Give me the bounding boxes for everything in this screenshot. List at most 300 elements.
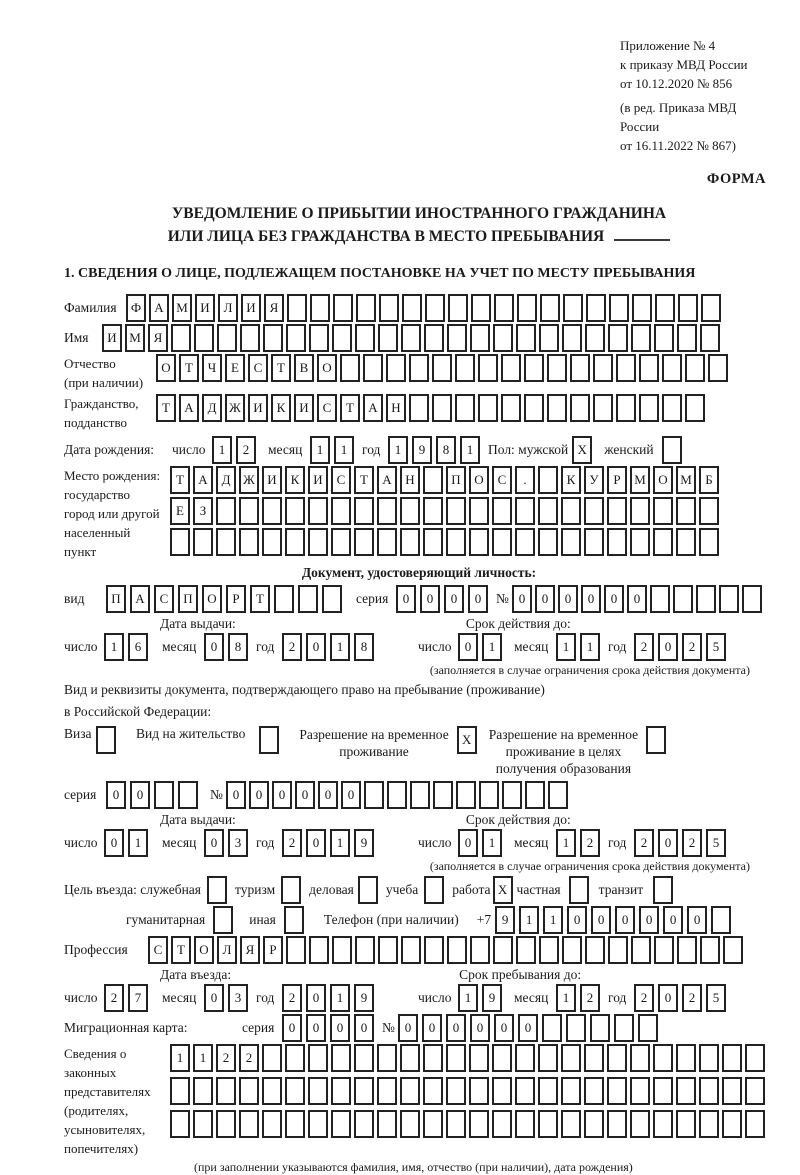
form-character-cell[interactable]: 0 bbox=[558, 585, 578, 613]
form-character-cell[interactable]: С bbox=[154, 585, 174, 613]
form-character-cell[interactable] bbox=[285, 497, 305, 525]
form-character-cell[interactable] bbox=[607, 1077, 627, 1105]
form-character-cell[interactable]: О bbox=[156, 354, 176, 382]
form-character-cell[interactable] bbox=[676, 1077, 696, 1105]
form-character-cell[interactable] bbox=[561, 1044, 581, 1072]
form-character-cell[interactable] bbox=[607, 1110, 627, 1138]
form-character-cell[interactable] bbox=[678, 294, 698, 322]
form-character-cell[interactable]: Т bbox=[171, 936, 191, 964]
form-character-cell[interactable] bbox=[455, 354, 475, 382]
form-character-cell[interactable] bbox=[584, 1077, 604, 1105]
form-character-cell[interactable]: 3 bbox=[228, 829, 248, 857]
form-character-cell[interactable] bbox=[424, 936, 444, 964]
form-character-cell[interactable] bbox=[309, 324, 329, 352]
form-character-cell[interactable]: Я bbox=[240, 936, 260, 964]
form-character-cell[interactable] bbox=[708, 354, 728, 382]
form-character-cell[interactable] bbox=[401, 324, 421, 352]
form-character-cell[interactable]: Т bbox=[156, 394, 176, 422]
form-character-cell[interactable]: И bbox=[195, 294, 215, 322]
form-character-cell[interactable] bbox=[673, 585, 693, 613]
form-character-cell[interactable] bbox=[562, 324, 582, 352]
form-character-cell[interactable] bbox=[446, 1077, 466, 1105]
form-character-cell[interactable]: А bbox=[193, 466, 213, 494]
form-character-cell[interactable] bbox=[607, 497, 627, 525]
form-character-cell[interactable] bbox=[524, 394, 544, 422]
form-character-cell[interactable] bbox=[170, 1077, 190, 1105]
form-character-cell[interactable] bbox=[492, 497, 512, 525]
form-character-cell[interactable]: 0 bbox=[306, 984, 326, 1012]
form-character-cell[interactable] bbox=[354, 497, 374, 525]
form-character-cell[interactable] bbox=[745, 1044, 765, 1072]
form-character-cell[interactable] bbox=[639, 394, 659, 422]
form-character-cell[interactable] bbox=[178, 781, 198, 809]
form-character-cell[interactable]: 9 bbox=[354, 984, 374, 1012]
form-character-cell[interactable]: 2 bbox=[104, 984, 124, 1012]
form-character-cell[interactable] bbox=[432, 394, 452, 422]
form-character-cell[interactable] bbox=[216, 1077, 236, 1105]
form-character-cell[interactable]: 1 bbox=[556, 984, 576, 1012]
form-character-cell[interactable]: Т bbox=[250, 585, 270, 613]
form-character-cell[interactable] bbox=[262, 1110, 282, 1138]
form-character-cell[interactable]: 0 bbox=[458, 829, 478, 857]
form-character-cell[interactable] bbox=[493, 324, 513, 352]
form-character-cell[interactable] bbox=[308, 1077, 328, 1105]
form-character-cell[interactable] bbox=[548, 781, 568, 809]
form-character-cell[interactable]: 1 bbox=[330, 984, 350, 1012]
form-character-cell[interactable]: И bbox=[102, 324, 122, 352]
form-character-cell[interactable]: Л bbox=[218, 294, 238, 322]
form-character-cell[interactable] bbox=[171, 324, 191, 352]
form-character-cell[interactable] bbox=[685, 354, 705, 382]
form-character-cell[interactable]: 0 bbox=[470, 1014, 490, 1042]
form-character-cell[interactable]: 0 bbox=[249, 781, 269, 809]
form-character-cell[interactable]: 2 bbox=[216, 1044, 236, 1072]
form-character-cell[interactable]: 1 bbox=[330, 829, 350, 857]
form-character-cell[interactable]: 2 bbox=[239, 1044, 259, 1072]
form-character-cell[interactable]: 1 bbox=[212, 436, 232, 464]
form-character-cell[interactable]: X bbox=[572, 436, 592, 464]
form-character-cell[interactable]: 0 bbox=[535, 585, 555, 613]
checkbox[interactable] bbox=[424, 876, 444, 904]
form-character-cell[interactable] bbox=[593, 354, 613, 382]
form-character-cell[interactable] bbox=[561, 1110, 581, 1138]
checkbox[interactable]: X bbox=[457, 726, 477, 754]
form-character-cell[interactable] bbox=[630, 528, 650, 556]
form-character-cell[interactable]: Ж bbox=[239, 466, 259, 494]
form-character-cell[interactable] bbox=[501, 354, 521, 382]
form-character-cell[interactable] bbox=[515, 1110, 535, 1138]
form-character-cell[interactable] bbox=[630, 1110, 650, 1138]
form-character-cell[interactable]: Я bbox=[264, 294, 284, 322]
form-character-cell[interactable]: 6 bbox=[128, 633, 148, 661]
form-character-cell[interactable]: М bbox=[125, 324, 145, 352]
form-character-cell[interactable] bbox=[608, 324, 628, 352]
form-character-cell[interactable]: Т bbox=[170, 466, 190, 494]
form-character-cell[interactable]: 1 bbox=[460, 436, 480, 464]
form-character-cell[interactable]: 9 bbox=[412, 436, 432, 464]
form-character-cell[interactable] bbox=[653, 1044, 673, 1072]
form-character-cell[interactable] bbox=[630, 1044, 650, 1072]
form-character-cell[interactable]: 2 bbox=[580, 984, 600, 1012]
form-character-cell[interactable] bbox=[547, 394, 567, 422]
form-character-cell[interactable]: 0 bbox=[615, 906, 635, 934]
form-character-cell[interactable]: . bbox=[515, 466, 535, 494]
form-character-cell[interactable]: 2 bbox=[580, 829, 600, 857]
form-character-cell[interactable] bbox=[378, 936, 398, 964]
form-character-cell[interactable]: П bbox=[446, 466, 466, 494]
form-character-cell[interactable] bbox=[308, 1110, 328, 1138]
form-character-cell[interactable] bbox=[170, 1110, 190, 1138]
form-character-cell[interactable] bbox=[308, 1044, 328, 1072]
form-character-cell[interactable]: 0 bbox=[604, 585, 624, 613]
form-character-cell[interactable]: 9 bbox=[482, 984, 502, 1012]
form-character-cell[interactable]: 2 bbox=[282, 829, 302, 857]
form-character-cell[interactable] bbox=[719, 585, 739, 613]
form-character-cell[interactable]: 0 bbox=[306, 1014, 326, 1042]
form-character-cell[interactable] bbox=[354, 1110, 374, 1138]
form-character-cell[interactable] bbox=[309, 936, 329, 964]
form-character-cell[interactable]: 0 bbox=[226, 781, 246, 809]
form-character-cell[interactable]: 0 bbox=[330, 1014, 350, 1042]
form-character-cell[interactable]: Д bbox=[202, 394, 222, 422]
form-character-cell[interactable] bbox=[699, 1044, 719, 1072]
form-character-cell[interactable]: 7 bbox=[128, 984, 148, 1012]
form-character-cell[interactable] bbox=[287, 294, 307, 322]
form-character-cell[interactable] bbox=[653, 1077, 673, 1105]
form-character-cell[interactable] bbox=[423, 1077, 443, 1105]
form-character-cell[interactable] bbox=[239, 497, 259, 525]
form-character-cell[interactable]: Р bbox=[607, 466, 627, 494]
form-character-cell[interactable]: 2 bbox=[682, 984, 702, 1012]
form-character-cell[interactable] bbox=[286, 936, 306, 964]
form-character-cell[interactable] bbox=[263, 324, 283, 352]
form-character-cell[interactable] bbox=[470, 324, 490, 352]
form-character-cell[interactable]: 0 bbox=[420, 585, 440, 613]
form-character-cell[interactable] bbox=[685, 394, 705, 422]
form-character-cell[interactable]: Л bbox=[217, 936, 237, 964]
form-character-cell[interactable] bbox=[662, 436, 682, 464]
form-character-cell[interactable]: Ж bbox=[225, 394, 245, 422]
form-character-cell[interactable] bbox=[515, 528, 535, 556]
form-character-cell[interactable] bbox=[217, 324, 237, 352]
form-character-cell[interactable] bbox=[676, 497, 696, 525]
form-character-cell[interactable] bbox=[447, 936, 467, 964]
form-character-cell[interactable]: 0 bbox=[204, 984, 224, 1012]
form-character-cell[interactable] bbox=[570, 394, 590, 422]
form-character-cell[interactable]: К bbox=[271, 394, 291, 422]
form-character-cell[interactable] bbox=[539, 936, 559, 964]
form-character-cell[interactable] bbox=[607, 528, 627, 556]
form-character-cell[interactable]: 0 bbox=[658, 829, 678, 857]
form-character-cell[interactable] bbox=[630, 1077, 650, 1105]
form-character-cell[interactable] bbox=[547, 354, 567, 382]
form-character-cell[interactable]: 8 bbox=[354, 633, 374, 661]
form-character-cell[interactable] bbox=[538, 497, 558, 525]
form-character-cell[interactable] bbox=[654, 936, 674, 964]
form-character-cell[interactable] bbox=[432, 354, 452, 382]
form-character-cell[interactable] bbox=[333, 294, 353, 322]
form-character-cell[interactable] bbox=[310, 294, 330, 322]
form-character-cell[interactable]: 1 bbox=[334, 436, 354, 464]
form-character-cell[interactable] bbox=[400, 1077, 420, 1105]
form-character-cell[interactable]: 0 bbox=[494, 1014, 514, 1042]
form-character-cell[interactable]: 0 bbox=[204, 633, 224, 661]
form-character-cell[interactable] bbox=[632, 294, 652, 322]
form-character-cell[interactable] bbox=[456, 781, 476, 809]
form-character-cell[interactable] bbox=[538, 1110, 558, 1138]
form-character-cell[interactable] bbox=[608, 936, 628, 964]
form-character-cell[interactable] bbox=[285, 1077, 305, 1105]
form-character-cell[interactable]: 1 bbox=[458, 984, 478, 1012]
form-character-cell[interactable]: 0 bbox=[663, 906, 683, 934]
form-character-cell[interactable]: 1 bbox=[170, 1044, 190, 1072]
form-character-cell[interactable]: 0 bbox=[422, 1014, 442, 1042]
form-character-cell[interactable] bbox=[699, 1077, 719, 1105]
form-character-cell[interactable] bbox=[298, 585, 318, 613]
form-character-cell[interactable] bbox=[561, 1077, 581, 1105]
form-character-cell[interactable] bbox=[240, 324, 260, 352]
form-character-cell[interactable] bbox=[563, 294, 583, 322]
form-character-cell[interactable] bbox=[630, 497, 650, 525]
form-character-cell[interactable] bbox=[655, 294, 675, 322]
form-character-cell[interactable]: 1 bbox=[519, 906, 539, 934]
form-character-cell[interactable] bbox=[285, 1044, 305, 1072]
form-character-cell[interactable]: 0 bbox=[468, 585, 488, 613]
form-character-cell[interactable] bbox=[586, 294, 606, 322]
form-character-cell[interactable] bbox=[216, 1110, 236, 1138]
form-character-cell[interactable]: 0 bbox=[446, 1014, 466, 1042]
form-character-cell[interactable] bbox=[423, 497, 443, 525]
form-character-cell[interactable]: 1 bbox=[388, 436, 408, 464]
form-character-cell[interactable] bbox=[539, 324, 559, 352]
form-character-cell[interactable]: Н bbox=[400, 466, 420, 494]
form-character-cell[interactable] bbox=[446, 528, 466, 556]
form-character-cell[interactable] bbox=[584, 528, 604, 556]
form-character-cell[interactable]: И bbox=[262, 466, 282, 494]
form-character-cell[interactable]: 5 bbox=[706, 829, 726, 857]
form-character-cell[interactable] bbox=[377, 1110, 397, 1138]
form-character-cell[interactable]: 1 bbox=[128, 829, 148, 857]
form-character-cell[interactable]: С bbox=[148, 936, 168, 964]
form-character-cell[interactable] bbox=[478, 354, 498, 382]
form-character-cell[interactable]: О bbox=[202, 585, 222, 613]
form-character-cell[interactable]: 0 bbox=[130, 781, 150, 809]
checkbox[interactable] bbox=[207, 876, 227, 904]
form-character-cell[interactable] bbox=[331, 497, 351, 525]
form-character-cell[interactable]: 0 bbox=[512, 585, 532, 613]
form-character-cell[interactable]: 2 bbox=[634, 633, 654, 661]
form-character-cell[interactable]: М bbox=[172, 294, 192, 322]
form-character-cell[interactable]: А bbox=[179, 394, 199, 422]
form-character-cell[interactable]: И bbox=[248, 394, 268, 422]
form-character-cell[interactable] bbox=[561, 528, 581, 556]
form-character-cell[interactable] bbox=[653, 528, 673, 556]
form-character-cell[interactable] bbox=[590, 1014, 610, 1042]
form-character-cell[interactable] bbox=[524, 354, 544, 382]
form-character-cell[interactable]: Т bbox=[340, 394, 360, 422]
form-character-cell[interactable] bbox=[638, 1014, 658, 1042]
form-character-cell[interactable] bbox=[614, 1014, 634, 1042]
form-character-cell[interactable] bbox=[607, 1044, 627, 1072]
form-character-cell[interactable] bbox=[515, 1044, 535, 1072]
form-character-cell[interactable]: Р bbox=[226, 585, 246, 613]
form-character-cell[interactable] bbox=[377, 497, 397, 525]
form-character-cell[interactable] bbox=[400, 528, 420, 556]
form-character-cell[interactable]: И bbox=[241, 294, 261, 322]
form-character-cell[interactable]: 5 bbox=[706, 633, 726, 661]
form-character-cell[interactable] bbox=[492, 1110, 512, 1138]
form-character-cell[interactable]: 0 bbox=[272, 781, 292, 809]
form-character-cell[interactable] bbox=[332, 936, 352, 964]
form-character-cell[interactable]: М bbox=[630, 466, 650, 494]
form-character-cell[interactable] bbox=[409, 354, 429, 382]
form-character-cell[interactable] bbox=[631, 936, 651, 964]
form-character-cell[interactable] bbox=[585, 324, 605, 352]
form-character-cell[interactable]: 0 bbox=[396, 585, 416, 613]
form-character-cell[interactable] bbox=[502, 781, 522, 809]
checkbox[interactable] bbox=[213, 906, 233, 934]
form-character-cell[interactable]: 0 bbox=[581, 585, 601, 613]
form-character-cell[interactable] bbox=[653, 1110, 673, 1138]
form-character-cell[interactable]: 0 bbox=[354, 1014, 374, 1042]
form-character-cell[interactable] bbox=[516, 324, 536, 352]
form-character-cell[interactable]: 0 bbox=[627, 585, 647, 613]
form-character-cell[interactable] bbox=[699, 497, 719, 525]
form-character-cell[interactable] bbox=[570, 354, 590, 382]
form-character-cell[interactable] bbox=[446, 1110, 466, 1138]
form-character-cell[interactable] bbox=[285, 1110, 305, 1138]
form-character-cell[interactable]: Т bbox=[271, 354, 291, 382]
form-character-cell[interactable] bbox=[538, 1044, 558, 1072]
form-character-cell[interactable]: П bbox=[106, 585, 126, 613]
form-character-cell[interactable] bbox=[402, 294, 422, 322]
form-character-cell[interactable] bbox=[469, 1044, 489, 1072]
form-character-cell[interactable] bbox=[501, 394, 521, 422]
form-character-cell[interactable] bbox=[494, 294, 514, 322]
form-character-cell[interactable] bbox=[650, 585, 670, 613]
form-character-cell[interactable]: 0 bbox=[295, 781, 315, 809]
form-character-cell[interactable] bbox=[216, 497, 236, 525]
checkbox[interactable] bbox=[646, 726, 666, 754]
form-character-cell[interactable]: Е bbox=[225, 354, 245, 382]
form-character-cell[interactable] bbox=[363, 354, 383, 382]
form-character-cell[interactable]: 9 bbox=[495, 906, 515, 934]
form-character-cell[interactable]: 1 bbox=[556, 633, 576, 661]
form-character-cell[interactable]: В bbox=[294, 354, 314, 382]
form-character-cell[interactable]: 0 bbox=[282, 1014, 302, 1042]
form-character-cell[interactable] bbox=[455, 394, 475, 422]
form-character-cell[interactable] bbox=[308, 497, 328, 525]
form-character-cell[interactable] bbox=[262, 497, 282, 525]
form-character-cell[interactable] bbox=[699, 528, 719, 556]
form-character-cell[interactable] bbox=[470, 936, 490, 964]
form-character-cell[interactable]: О bbox=[317, 354, 337, 382]
form-character-cell[interactable] bbox=[677, 324, 697, 352]
form-character-cell[interactable]: С bbox=[248, 354, 268, 382]
form-character-cell[interactable] bbox=[274, 585, 294, 613]
form-character-cell[interactable] bbox=[425, 294, 445, 322]
form-character-cell[interactable]: 9 bbox=[354, 829, 374, 857]
form-character-cell[interactable]: К bbox=[285, 466, 305, 494]
form-character-cell[interactable]: 8 bbox=[436, 436, 456, 464]
form-character-cell[interactable]: 0 bbox=[458, 633, 478, 661]
form-character-cell[interactable] bbox=[354, 1077, 374, 1105]
form-character-cell[interactable]: 3 bbox=[228, 984, 248, 1012]
form-character-cell[interactable] bbox=[515, 497, 535, 525]
form-character-cell[interactable]: 2 bbox=[682, 633, 702, 661]
form-character-cell[interactable] bbox=[469, 528, 489, 556]
form-character-cell[interactable] bbox=[424, 324, 444, 352]
form-character-cell[interactable] bbox=[386, 354, 406, 382]
checkbox[interactable] bbox=[284, 906, 304, 934]
form-character-cell[interactable]: А bbox=[377, 466, 397, 494]
form-character-cell[interactable]: 1 bbox=[580, 633, 600, 661]
form-character-cell[interactable] bbox=[711, 906, 731, 934]
form-character-cell[interactable] bbox=[239, 1110, 259, 1138]
form-character-cell[interactable] bbox=[676, 1044, 696, 1072]
form-character-cell[interactable] bbox=[699, 1110, 719, 1138]
form-character-cell[interactable]: А bbox=[363, 394, 383, 422]
form-character-cell[interactable] bbox=[355, 936, 375, 964]
form-character-cell[interactable]: 0 bbox=[444, 585, 464, 613]
form-character-cell[interactable] bbox=[410, 781, 430, 809]
form-character-cell[interactable]: С bbox=[317, 394, 337, 422]
form-character-cell[interactable] bbox=[653, 497, 673, 525]
form-character-cell[interactable] bbox=[446, 497, 466, 525]
checkbox[interactable]: X bbox=[493, 876, 513, 904]
form-character-cell[interactable]: 0 bbox=[104, 829, 124, 857]
form-character-cell[interactable]: А bbox=[130, 585, 150, 613]
form-character-cell[interactable] bbox=[584, 1110, 604, 1138]
form-character-cell[interactable] bbox=[423, 1110, 443, 1138]
form-character-cell[interactable]: Ф bbox=[126, 294, 146, 322]
form-character-cell[interactable]: У bbox=[584, 466, 604, 494]
form-character-cell[interactable] bbox=[423, 466, 443, 494]
form-character-cell[interactable] bbox=[609, 294, 629, 322]
checkbox[interactable] bbox=[569, 876, 589, 904]
form-character-cell[interactable] bbox=[433, 781, 453, 809]
form-character-cell[interactable] bbox=[356, 294, 376, 322]
form-character-cell[interactable]: 1 bbox=[330, 633, 350, 661]
form-character-cell[interactable] bbox=[331, 1044, 351, 1072]
form-character-cell[interactable]: 0 bbox=[318, 781, 338, 809]
form-character-cell[interactable] bbox=[340, 354, 360, 382]
form-character-cell[interactable]: 2 bbox=[682, 829, 702, 857]
form-character-cell[interactable]: 0 bbox=[106, 781, 126, 809]
form-character-cell[interactable] bbox=[542, 1014, 562, 1042]
form-character-cell[interactable] bbox=[492, 528, 512, 556]
form-character-cell[interactable] bbox=[355, 324, 375, 352]
form-character-cell[interactable]: О bbox=[469, 466, 489, 494]
form-character-cell[interactable] bbox=[585, 936, 605, 964]
form-character-cell[interactable] bbox=[322, 585, 342, 613]
form-character-cell[interactable]: Т bbox=[354, 466, 374, 494]
form-character-cell[interactable] bbox=[170, 528, 190, 556]
form-character-cell[interactable] bbox=[308, 528, 328, 556]
form-character-cell[interactable] bbox=[493, 936, 513, 964]
form-character-cell[interactable] bbox=[216, 528, 236, 556]
form-character-cell[interactable]: Е bbox=[170, 497, 190, 525]
form-character-cell[interactable] bbox=[239, 528, 259, 556]
form-character-cell[interactable] bbox=[676, 528, 696, 556]
form-character-cell[interactable]: 0 bbox=[398, 1014, 418, 1042]
form-character-cell[interactable]: 2 bbox=[634, 984, 654, 1012]
form-character-cell[interactable]: 2 bbox=[282, 984, 302, 1012]
form-character-cell[interactable] bbox=[471, 294, 491, 322]
form-character-cell[interactable] bbox=[492, 1077, 512, 1105]
form-character-cell[interactable]: 0 bbox=[341, 781, 361, 809]
form-character-cell[interactable]: А bbox=[149, 294, 169, 322]
